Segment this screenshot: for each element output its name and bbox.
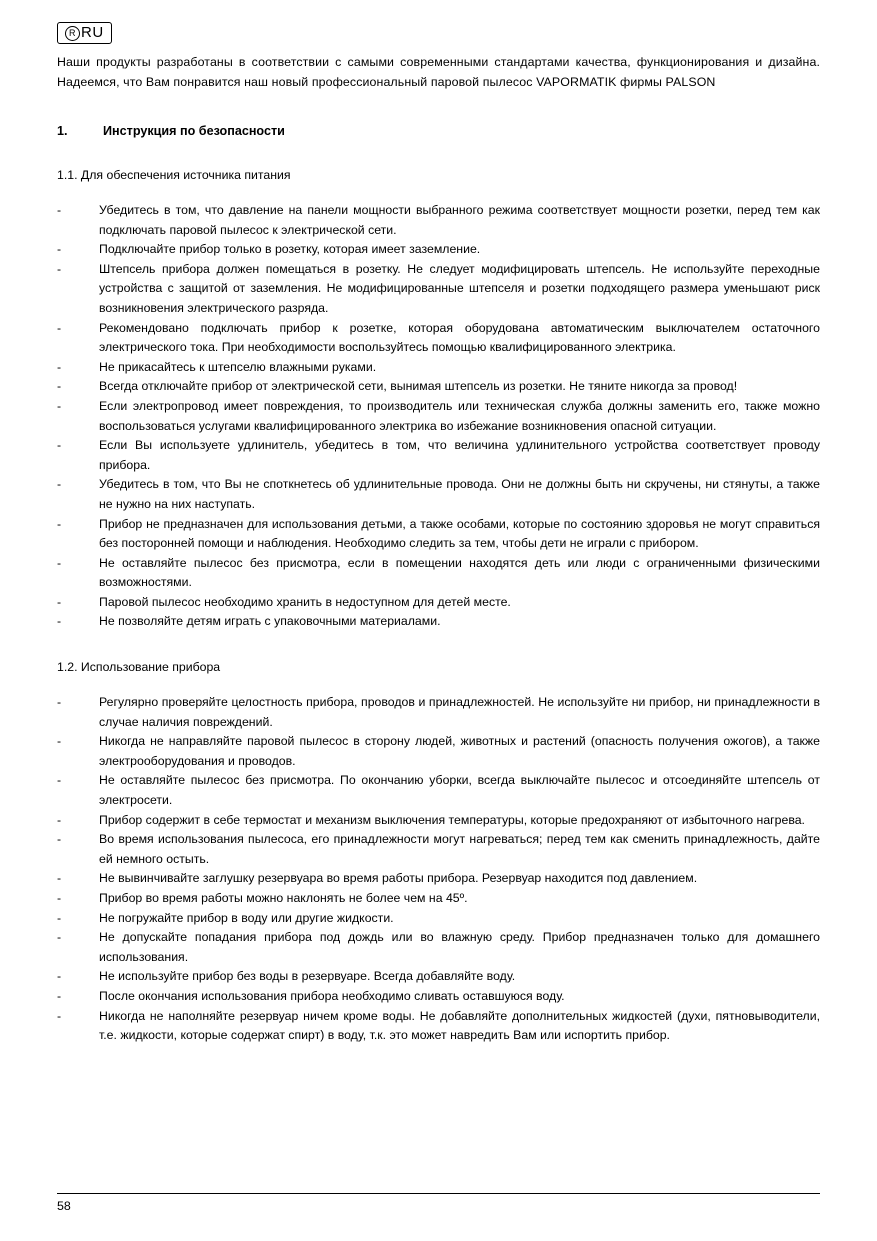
bullet-marker: - [57,594,62,609]
page-number: 58 [57,1199,71,1213]
bullet-marker: - [57,398,62,413]
section-title: Инструкция по безопасности [103,124,285,138]
list-item [57,909,820,929]
section-heading [57,123,820,140]
list-item [57,436,820,475]
list-item-text: Не допускайте попадания прибора под дождь или во влажную среду. Прибор предназначен только для домашнего использования. [99,930,820,964]
bullet-marker: - [57,734,62,749]
list-item [57,811,820,831]
bullet-marker: - [57,203,62,217]
list-item [57,732,820,771]
bullet-marker: - [57,438,62,453]
bullet-marker: - [57,516,62,531]
bullet-marker: - [57,871,62,886]
list-item-text: Не погружайте прибор в воду или другие жидкости. [99,910,394,925]
bullet-marker: - [57,969,62,984]
bullet-marker: - [57,910,62,925]
bullet-marker: - [57,812,62,827]
subsection-1-heading: 1.1. Для обеспечения источника питания [57,168,291,182]
subsection-2-heading: 1.2. Использование прибора [57,660,221,675]
list-item [57,693,820,732]
list-item [57,397,820,436]
list-item [57,554,820,593]
list-item [57,319,820,358]
list-item-text: Паровой пылесос необходимо хранить в недоступном для детей месте. [99,594,511,609]
list-item-text: Никогда не направляйте паровой пылесос в сторону людей, животных и растений (опасность получения ожогов), а также электрооборудования и проводов. [99,734,820,768]
list-item [57,201,820,240]
bullet-marker: - [57,930,62,945]
list-item-text: После окончания использования прибора необходимо сливать оставшуюся воду. [99,988,565,1003]
bullet-marker: - [57,477,62,492]
subsection-1-list [57,201,820,632]
list-item-text: Штепсель прибора должен помещаться в розетку. Не следует модифицировать штепсель. Не используйте переходные устройства с защитой от заземления. Не модифицированные штепселя и розетки подходящего размера уменьшают риск возникновения электрического разряда. [99,261,820,315]
list-item [57,967,820,987]
list-item-text: Убедитесь в том, что Вы не споткнетесь об удлинительные провода. Они не должны быть ни скручены, ни стянуты, а также не нужно на них наступать. [99,477,820,511]
list-item-text: Не позволяйте детям играть с упаковочными материалами. [99,614,441,629]
bullet-marker: - [57,773,62,788]
bullet-marker: - [57,891,62,905]
intro-paragraph: Наши продукты разработаны в соответствии с самыми современными стандартами качества, функционирования и дизайна. Надеемся, что Вам понравится наш новый профессиональный паровой пылесос VAPORMATIK фирмы PALSON [57,55,820,89]
bullet-marker: - [57,988,62,1003]
bullet-marker: - [57,320,62,335]
list-item-text: Прибор содержит в себе термостат и механизм выключения температуры, которые предохраняют от избыточного нагрева. [99,812,805,827]
list-item-text: Всегда отключайте прибор от электрической сети, вынимая штепсель из розетки. Не тяните никогда за провод! [99,379,738,394]
list-item-text: Никогда не наполняйте резервуар ничем кроме воды. Не добавляйте дополнительных жидкостей (духи, пятновыводители, т.е. жидкости, которые содержат спирт) в воду, т.к. это может навредить Вам или испортить прибор. [99,1008,820,1043]
bullet-marker: - [57,555,62,570]
list-item [57,612,820,632]
list-item-text: Подключайте прибор только в розетку, которая имеет заземление. [99,242,481,257]
bullet-marker: - [57,1008,62,1023]
registered-icon: R [65,26,80,41]
list-item-text: Если Вы используете удлинитель, убедитесь в том, что величина удлинительного устройства соответствует проводу прибора. [99,438,820,472]
section-number: 1. [57,124,68,138]
list-item-text: Если электропровод имеет повреждения, то производитель или техническая служба должны заменить его, также можно воспользоваться услугами квалифицированного электрика во избежание возникновения опасной ситуации. [99,398,820,433]
list-item [57,358,820,378]
list-item [57,1007,820,1046]
bullet-marker: - [57,614,62,629]
list-item [57,987,820,1007]
page-footer [57,1193,820,1215]
list-item-text: Рекомендовано подключать прибор к розетке, которая оборудована автоматическим выключателем остаточного электрического тока. При необходимости воспользуйтесь помощью квалифицированного электрика. [99,320,820,355]
list-item [57,260,820,319]
list-item [57,593,820,613]
list-item [57,475,820,514]
list-item-text: Не вывинчивайте заглушку резервуара во время работы прибора. Резервуар находится под давлением. [99,871,698,886]
list-item [57,889,820,909]
list-item-text: Не прикасайтесь к штепселю влажными руками. [99,359,377,374]
list-item-text: Убедитесь в том, что давление на панели мощности выбранного режима соответствует мощности розетки, перед тем как подключать паровой пылесос к электрической сети. [99,203,820,237]
list-item-text: Прибор не предназначен для использования детьми, а также особами, которые по состоянию здоровья не могут справиться без посторонней помощи и наблюдения. Необходимо следить за тем, чтобы дети не играли с прибором. [99,516,820,551]
list-item-text: Регулярно проверяйте целостность прибора, проводов и принадлежностей. Не используйте ни прибор, ни принадлежности в случае наличия повреждений. [99,695,820,729]
bullet-marker: - [57,695,62,710]
language-badge [57,22,112,44]
list-item [57,928,820,967]
bullet-marker: - [57,242,62,257]
list-item-text: Не используйте прибор без воды в резервуаре. Всегда добавляйте воду. [99,969,516,984]
list-item-text: Прибор во время работы можно наклонять не более чем на 45º. [99,891,468,905]
subsection-2-list [57,693,820,1046]
language-code: RU [81,24,104,41]
list-item [57,240,820,260]
bullet-marker: - [57,359,62,374]
list-item-text: Не оставляйте пылесос без присмотра. По окончанию уборки, всегда выключайте пылесос и отсоединяйте штепсель от электросети. [99,773,820,808]
bullet-marker: - [57,379,62,394]
list-item [57,377,820,397]
list-item-text: Во время использования пылесоса, его принадлежности могут нагреваться; перед тем как сменить принадлежность, дайте ей немного остыть. [99,832,820,866]
list-item [57,515,820,554]
list-item-text: Не оставляйте пылесос без присмотра, если в помещении находятся деть или люди с ограниченными физическими возможностями. [99,555,820,590]
list-item [57,771,820,810]
bullet-marker: - [57,261,62,276]
bullet-marker: - [57,832,62,847]
list-item [57,869,820,889]
list-item [57,830,820,869]
